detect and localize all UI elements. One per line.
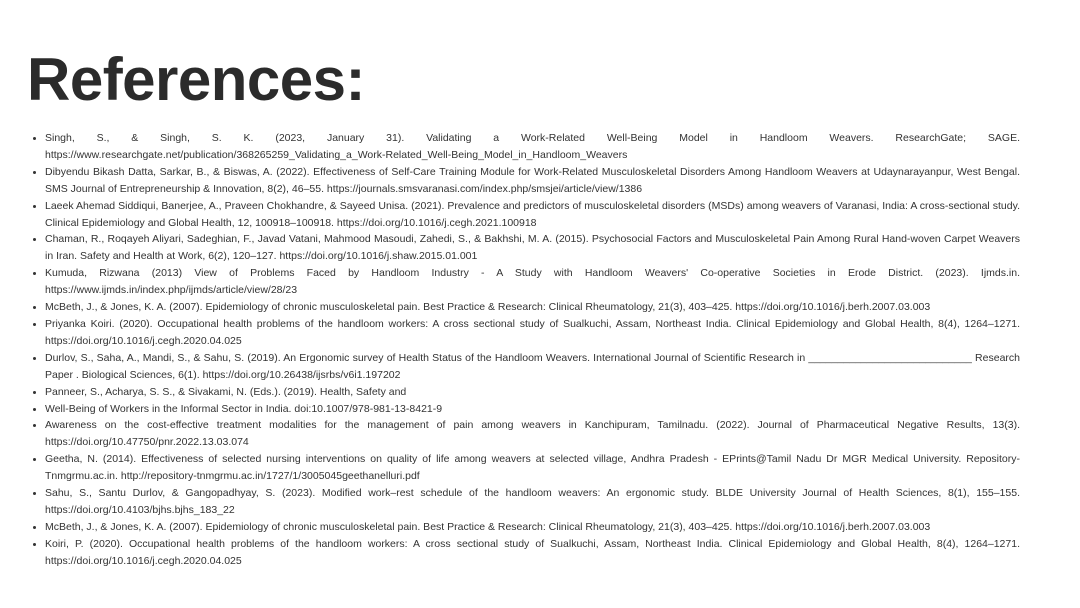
reference-list [30, 130, 1020, 570]
reference-item: • Geetha, N. (2014). Effectiveness of selected nursing interventions on quality of life among weavers at selected village, Andhra Pradesh - EPrints@Tamil Nadu Dr MGR Medical University. Repository-Tnmgrmu.ac.in. http://repository-tnmgrmu.ac.in/1727/1/3005045geethanelluri.pdf [45, 451, 1020, 485]
reference-item: • Kumuda, Rizwana (2013) View of Problems Faced by Handloom Industry - A Study with Handloom Weavers' Co-operative Societies in Erode District. (2023). Ijmds.in. https://www.ijmds.in/index.php/ijmds/article/view/28/23 [45, 265, 1020, 299]
reference-item: • Koiri, P. (2020). Occupational health problems of the handloom workers: A cross sectional study of Sualkuchi, Assam, Northeast India. Clinical Epidemiology and Global Health, 8(4), 1264–1271. https://doi.org/10.1016/j.cegh.2020.04.025 [45, 536, 1020, 570]
reference-item: • Awareness on the cost-effective treatment modalities for the management of pain among weavers in Kanchipuram, Tamilnadu. (2022). Journal of Pharmaceutical Negative Results, 13(3). https://doi.org/10.47750/pnr.2022.13.03.074 [45, 417, 1020, 451]
reference-item: • McBeth, J., & Jones, K. A. (2007). Epidemiology of chronic musculoskeletal pain. Best Practice & Research: Clinical Rheumatology, 21(3), 403–425. https://doi.org/10.1016/j.berh.2007.03.003 [45, 519, 1020, 536]
reference-item: • McBeth, J., & Jones, K. A. (2007). Epidemiology of chronic musculoskeletal pain. Best Practice & Research: Clinical Rheumatology, 21(3), 403–425. https://doi.org/10.1016/j.berh.2007.03.003 [45, 299, 1020, 316]
reference-item: • Singh, S., & Singh, S. K. (2023, January 31). Validating a Work-Related Well-Being Model in Handloom Weavers. ResearchGate; SAGE. https://www.researchgate.net/publication/368265259_Validating_a_Work-Related_Well-Being_Model_in_Handloom_Weavers [45, 130, 1020, 164]
page-title: References: [27, 46, 366, 113]
reference-item: • Priyanka Koiri. (2020). Occupational health problems of the handloom workers: A cross sectional study of Sualkuchi, Assam, Northeast India. Clinical Epidemiology and Global Health, 8(4), 1264–1271. https://doi.org/10.1016/j.cegh.2020.04.025 [45, 316, 1020, 350]
reference-item: • Durlov, S., Saha, A., Mandi, S., & Sahu, S. (2019). An Ergonomic survey of Health Status of the Handloom Weavers. International Journal of Scientific Research in ____________________________ Research Paper . Biological Sciences, 6(1). https://doi.org/10.26438/ijsrbs/v6i1.197202 [45, 350, 1020, 384]
reference-item: • Chaman, R., Roqayeh Aliyari, Sadeghian, F., Javad Vatani, Mahmood Masoudi, Zahedi, S., & Bakhshi, M. A. (2015). Psychosocial Factors and Musculoskeletal Pain Among Rural Hand-woven Carpet Weavers in Iran. Safety and Health at Work, 6(2), 120–127. https://doi.org/10.1016/j.shaw.2015.01.001 [45, 231, 1020, 265]
reference-item: • Laeek Ahemad Siddiqui, Banerjee, A., Praveen Chokhandre, & Sayeed Unisa. (2021). Prevalence and predictors of musculoskeletal disorders (MSDs) among weavers of Varanasi, India: A cross-sectional study. Clinical Epidemiology and Global Health, 12, 100918–100918. https://doi.org/10.1016/j.cegh.2021.100918 [45, 198, 1020, 232]
reference-item: • Dibyendu Bikash Datta, Sarkar, B., & Biswas, A. (2022). Effectiveness of Self-Care Training Module for Work-Related Musculoskeletal Disorders Among Handloom Weavers at Udaynarayanpur, West Bengal. SMS Journal of Entrepreneurship & Innovation, 8(2), 46–55. https://journals.smsvaranasi.com/index.php/smsjei/article/view/1386 [45, 164, 1020, 198]
reference-item: • Well-Being of Workers in the Informal Sector in India. doi:10.1007/978-981-13-8421-9 [45, 401, 1020, 418]
reference-item: • Sahu, S., Santu Durlov, & Gangopadhyay, S. (2023). Modified work–rest schedule of the handloom weavers: An ergonomic study. BLDE University Journal of Health Sciences, 8(1), 155–155. https://doi.org/10.4103/bjhs.bjhs_183_22 [45, 485, 1020, 519]
reference-item: • Panneer, S., Acharya, S. S., & Sivakami, N. (Eds.). (2019). Health, Safety and [45, 384, 1020, 401]
